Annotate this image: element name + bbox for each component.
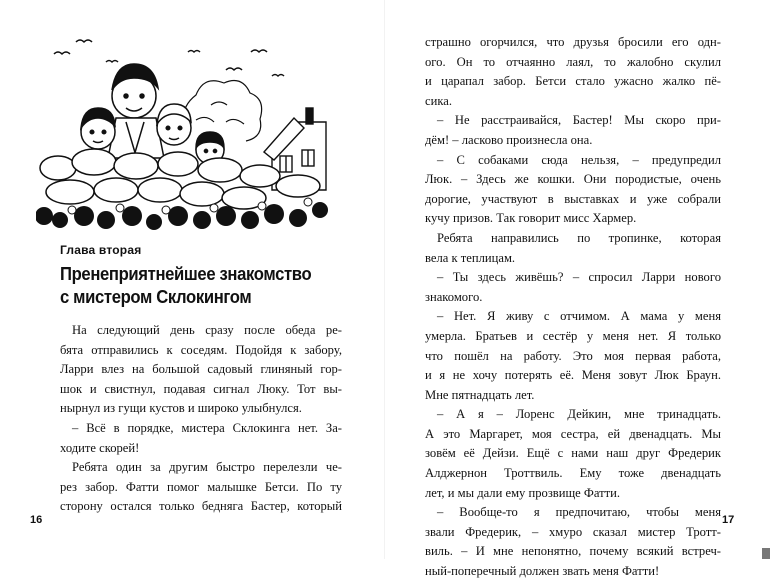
text-line: – Не расстраивайся, Бастер! Мы скоро при- [437,113,721,128]
text-line: Мне пятнадцать лет. [425,387,535,402]
text-line: Алджернон Троттвиль. Ему тоже двенадцать [425,466,721,481]
text-line: нырнул из гущи кустов и широко улыбнулся. [60,401,302,416]
right-body-text [425,33,721,582]
text-line: сика. [425,93,452,108]
text-line: зовём её Дейзи. Ещё с нами наш друг Фредерик [425,446,721,461]
text-line: Ларри влез на большой садовый глиняный гор- [60,362,342,377]
text-line: – Ты здесь живёшь? – спросил Ларри нового [437,270,721,285]
chapter-label: Глава вторая [60,243,142,257]
text-line: вела к теплицам. [425,250,516,265]
text-line: бята отправились к соседям. Подойдя к забору, [60,342,342,357]
text-line: дорогие, участвуют в выставках и уже собрали [425,191,721,206]
text-line: и я не хочу потерять её. Меня зовут Люк Браун. [425,368,721,383]
chapter-illustration [36,30,328,230]
text-line: ходите скорей! [60,440,140,455]
text-line: – Всё в порядке, мистера Склокинга нет. За- [72,420,342,435]
text-line: Люк. – Здесь же кошки. Они породистые, очень [425,172,721,187]
text-line: звали Фредерик, – хмуро сказал мистер Тротт- [425,524,721,539]
text-line: знакомого. [425,289,483,304]
right-page [385,0,770,579]
text-line: А это Маргарет, моя сестра, ей двенадцать. Мы [425,426,721,441]
text-line: умерла. Братьев и сестёр у меня нет. Я только [425,328,721,343]
chapter-title-line-2: с мистером Склокингом [60,286,252,307]
chapter-title [60,262,330,308]
text-line: – Нет. Я живу с отчимом. А мама у меня [437,309,721,324]
text-line: сторону остался только бедняга Бастер, который [60,499,342,514]
text-line: лет, и мы дали ему прозвище Фатти. [425,485,621,500]
text-line: шок и свистнул, подавая сигнал Люку. Тот вы- [60,381,342,396]
text-line: Ребята направились по тропинке, которая [437,230,721,245]
text-line: – Вообще-то я предпочитаю, чтобы меня [437,505,721,520]
text-line: – А я – Лоренс Дейкин, мне тринадцать. [437,407,721,422]
text-line: ого. Он то отчаянно лаял, то жалобно скулил [425,54,721,69]
left-page [0,0,385,559]
text-line: и царапал забор. Бетси стало ужасно жалко пё- [425,74,721,89]
text-line: кучу призов. Так говорит мисс Хармер. [425,211,637,226]
page-number-right: 17 [722,514,735,526]
page-number-left: 16 [30,514,43,526]
text-line: – С собаками сюда нельзя, – предупредил [437,152,721,167]
left-body-text [60,321,342,517]
text-line: Ребята один за другим быстро перелезли че- [72,460,342,475]
text-line: дём! – ласково произнесла она. [425,132,593,147]
chapter-title-line-1: Пренеприятнейшее знакомство [60,263,312,284]
text-line: ный-поперечный должен звать меня Фатти! [425,564,660,579]
text-line: На следующий день сразу после обеда ре- [72,323,342,337]
page-corner-mark [762,548,770,559]
text-line: виль. – И мне непонятно, почему всякий встреч- [425,544,721,559]
text-line: что пошёл на работу. Это моя первая работа, [425,348,721,363]
text-line: рез забор. Фатти помог малышке Бетси. По ту [60,479,342,494]
text-line: страшно огорчился, что друзья бросили его одн- [425,35,721,49]
